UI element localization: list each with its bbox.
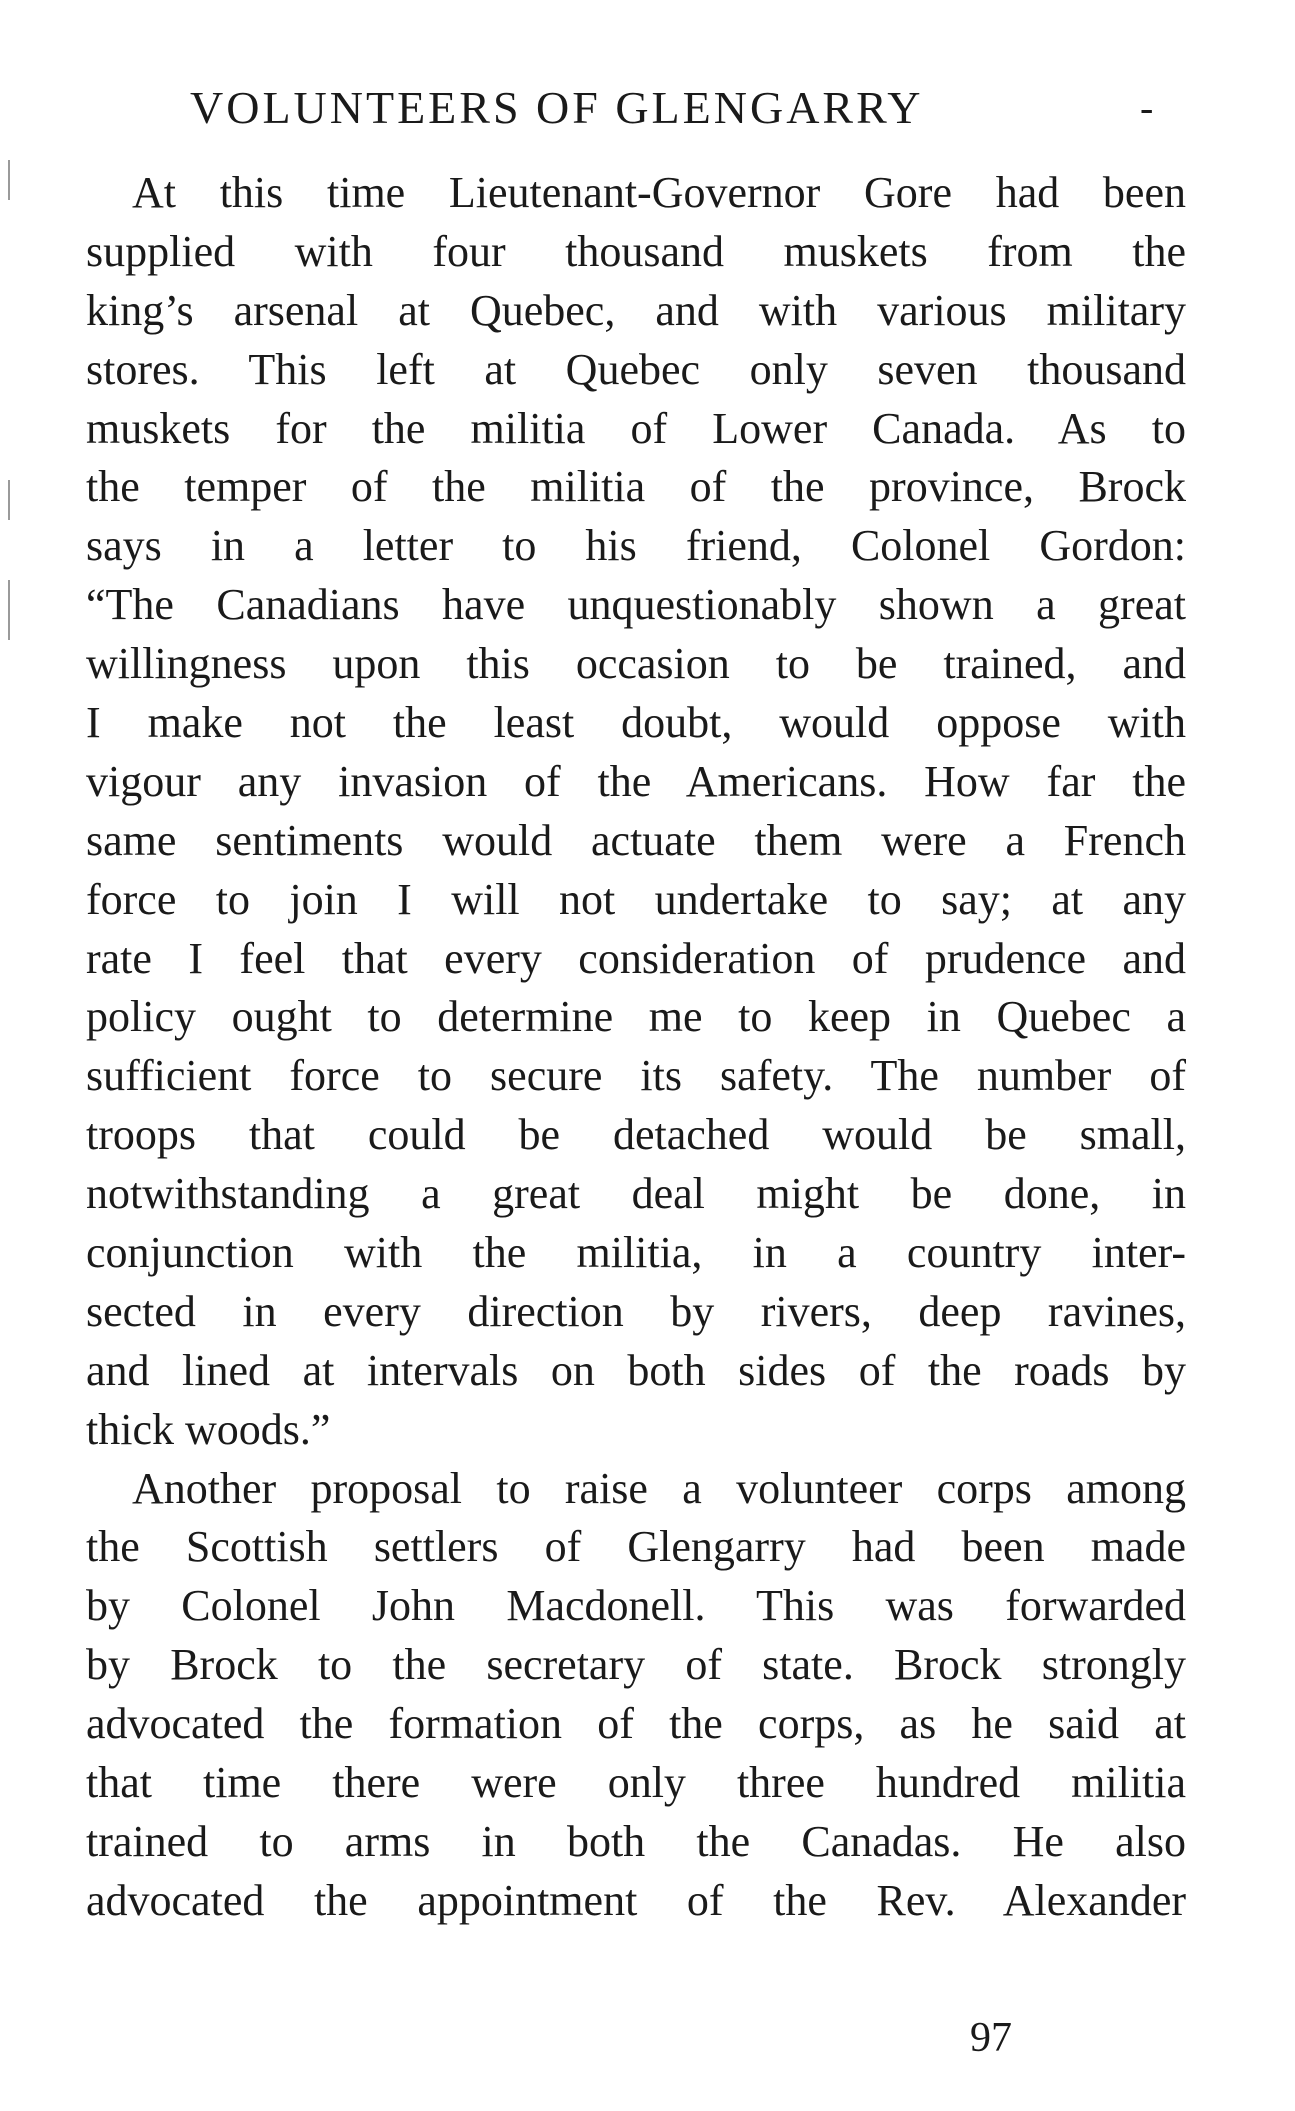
text-line: advocated the appointment of the Rev. Alexander [86,1875,1186,1925]
scan-margin-mark [8,160,10,200]
text-line: the temper of the militia of the province, Brock [86,462,1186,512]
text-line: supplied with four thousand muskets from the [86,226,1186,276]
text-line: and lined at intervals on both sides of the roads by [86,1345,1186,1395]
text-line: conjunction with the militia, in a country inter- [86,1228,1186,1278]
text-line: sufficient force to secure its safety. The number of [86,1051,1186,1101]
text-line: by Colonel John Macdonell. This was forwarded [86,1581,1186,1631]
text-line: notwithstanding a great deal might be done, in [86,1169,1186,1219]
scan-margin-mark [8,480,10,520]
text-line: rate I feel that every consideration of prudence and [86,933,1186,983]
text-line: same sentiments would actuate them were a French [86,815,1186,865]
text-line: policy ought to determine me to keep in Quebec a [86,992,1186,1042]
text-line: thick woods.” [86,1404,331,1454]
text-line: troops that could be detached would be small, [86,1110,1186,1160]
paragraph-2 [86,1460,1186,1931]
running-head: VOLUNTEERS OF GLENGARRY [190,82,924,133]
text-line: willingness upon this occasion to be trained, and [86,639,1186,689]
text-line: that time there were only three hundred militia [86,1758,1186,1808]
running-head-mark: - [1140,85,1154,130]
text-line: by Brock to the secretary of state. Brock strongly [86,1640,1186,1690]
body-text [86,164,1186,1931]
scan-margin-mark [8,580,10,640]
text-line: Another proposal to raise a volunteer corps among [132,1463,1186,1513]
text-line: force to join I will not undertake to say; at any [86,874,1186,924]
text-line: “The Canadians have unquestionably shown a great [86,580,1186,630]
text-line: the Scottish settlers of Glengarry had been made [86,1522,1186,1572]
text-line: muskets for the militia of Lower Canada. As to [86,403,1186,453]
text-line: advocated the formation of the corps, as he said at [86,1699,1186,1749]
text-line: king’s arsenal at Quebec, and with various military [86,285,1186,335]
text-line: says in a letter to his friend, Colonel Gordon: [86,521,1186,571]
paragraph-1 [86,164,1186,1460]
page-number: 97 [970,2015,1012,2061]
text-line: I make not the least doubt, would oppose with [86,698,1186,748]
text-line: At this time Lieutenant-Governor Gore had been [132,168,1186,217]
text-line: vigour any invasion of the Americans. How far the [86,756,1186,806]
text-line: trained to arms in both the Canadas. He also [86,1816,1186,1866]
text-line: stores. This left at Quebec only seven thousand [86,344,1186,394]
text-line: sected in every direction by rivers, deep ravines, [86,1286,1186,1336]
